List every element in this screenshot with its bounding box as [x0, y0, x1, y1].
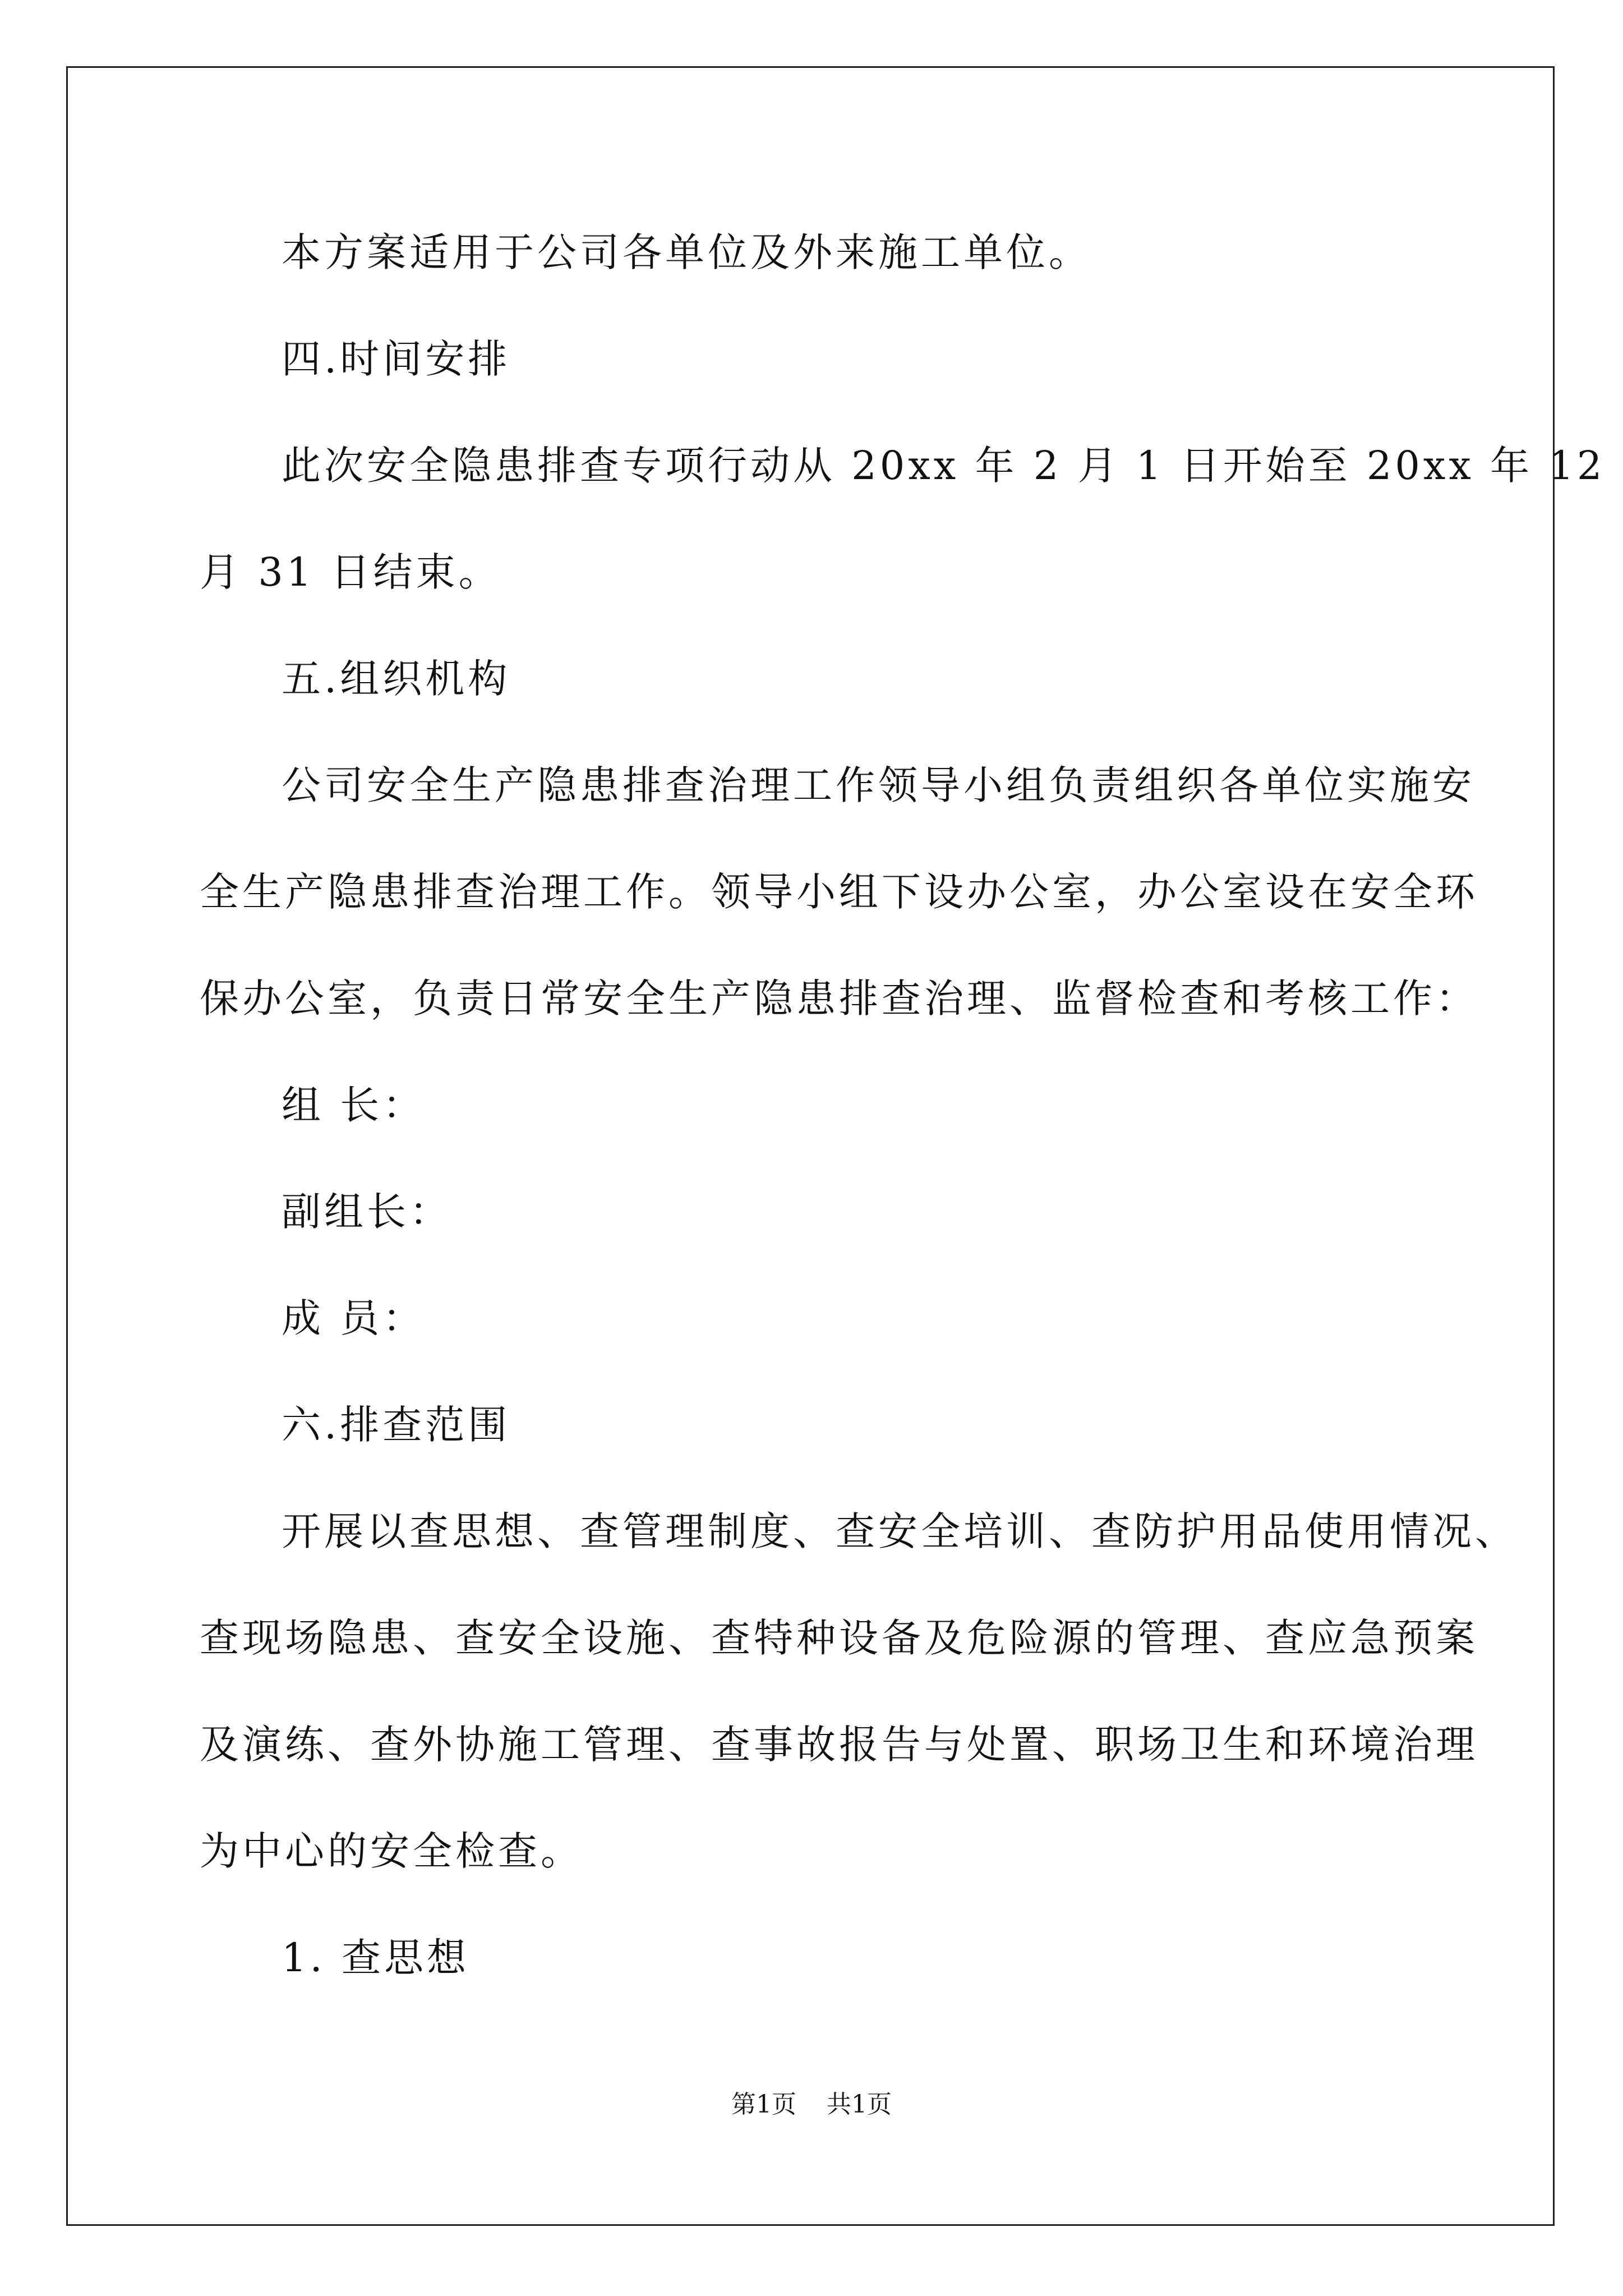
subsection-heading-1: 1. 查思想 [282, 1935, 470, 1981]
page-border [66, 66, 1555, 2226]
page-number: 第1页 [731, 2090, 796, 2119]
body-line-10: 为中心的安全检查。 [200, 1828, 583, 1874]
body-line-6: 保办公室，负责日常安全生产隐患排查治理、监督检查和考核工作： [200, 976, 1478, 1022]
section-heading-5: 五.组织机构 [282, 656, 511, 702]
body-line-5: 全生产隐患排查治理工作。领导小组下设办公室，办公室设在安全环 [200, 869, 1478, 915]
role-deputy-leader: 副组长： [282, 1189, 452, 1235]
body-line-1: 本方案适用于公司各单位及外来施工单位。 [282, 229, 1091, 275]
section-heading-4: 四.时间安排 [282, 336, 511, 382]
body-line-3: 月 31 日结束。 [200, 549, 501, 595]
page-total: 共1页 [827, 2090, 892, 2119]
body-line-9: 及演练、查外协施工管理、查事故报告与处置、职场卫生和环境治理 [200, 1722, 1478, 1768]
page-footer [0, 2088, 1623, 2122]
role-members: 成 员： [282, 1295, 426, 1341]
section-heading-6: 六.排查范围 [282, 1402, 511, 1448]
body-line-8: 查现场隐患、查安全设施、查特种设备及危险源的管理、查应急预案 [200, 1615, 1478, 1661]
body-line-4: 公司安全生产隐患排查治理工作领导小组负责组织各单位实施安 [282, 762, 1475, 808]
role-leader: 组 长： [282, 1082, 426, 1128]
body-line-7: 开展以查思想、查管理制度、查安全培训、查防护用品使用情况、 [282, 1508, 1518, 1554]
body-line-2: 此次安全隐患排查专项行动从 20xx 年 2 月 1 日开始至 20xx 年 12 [282, 443, 1606, 489]
